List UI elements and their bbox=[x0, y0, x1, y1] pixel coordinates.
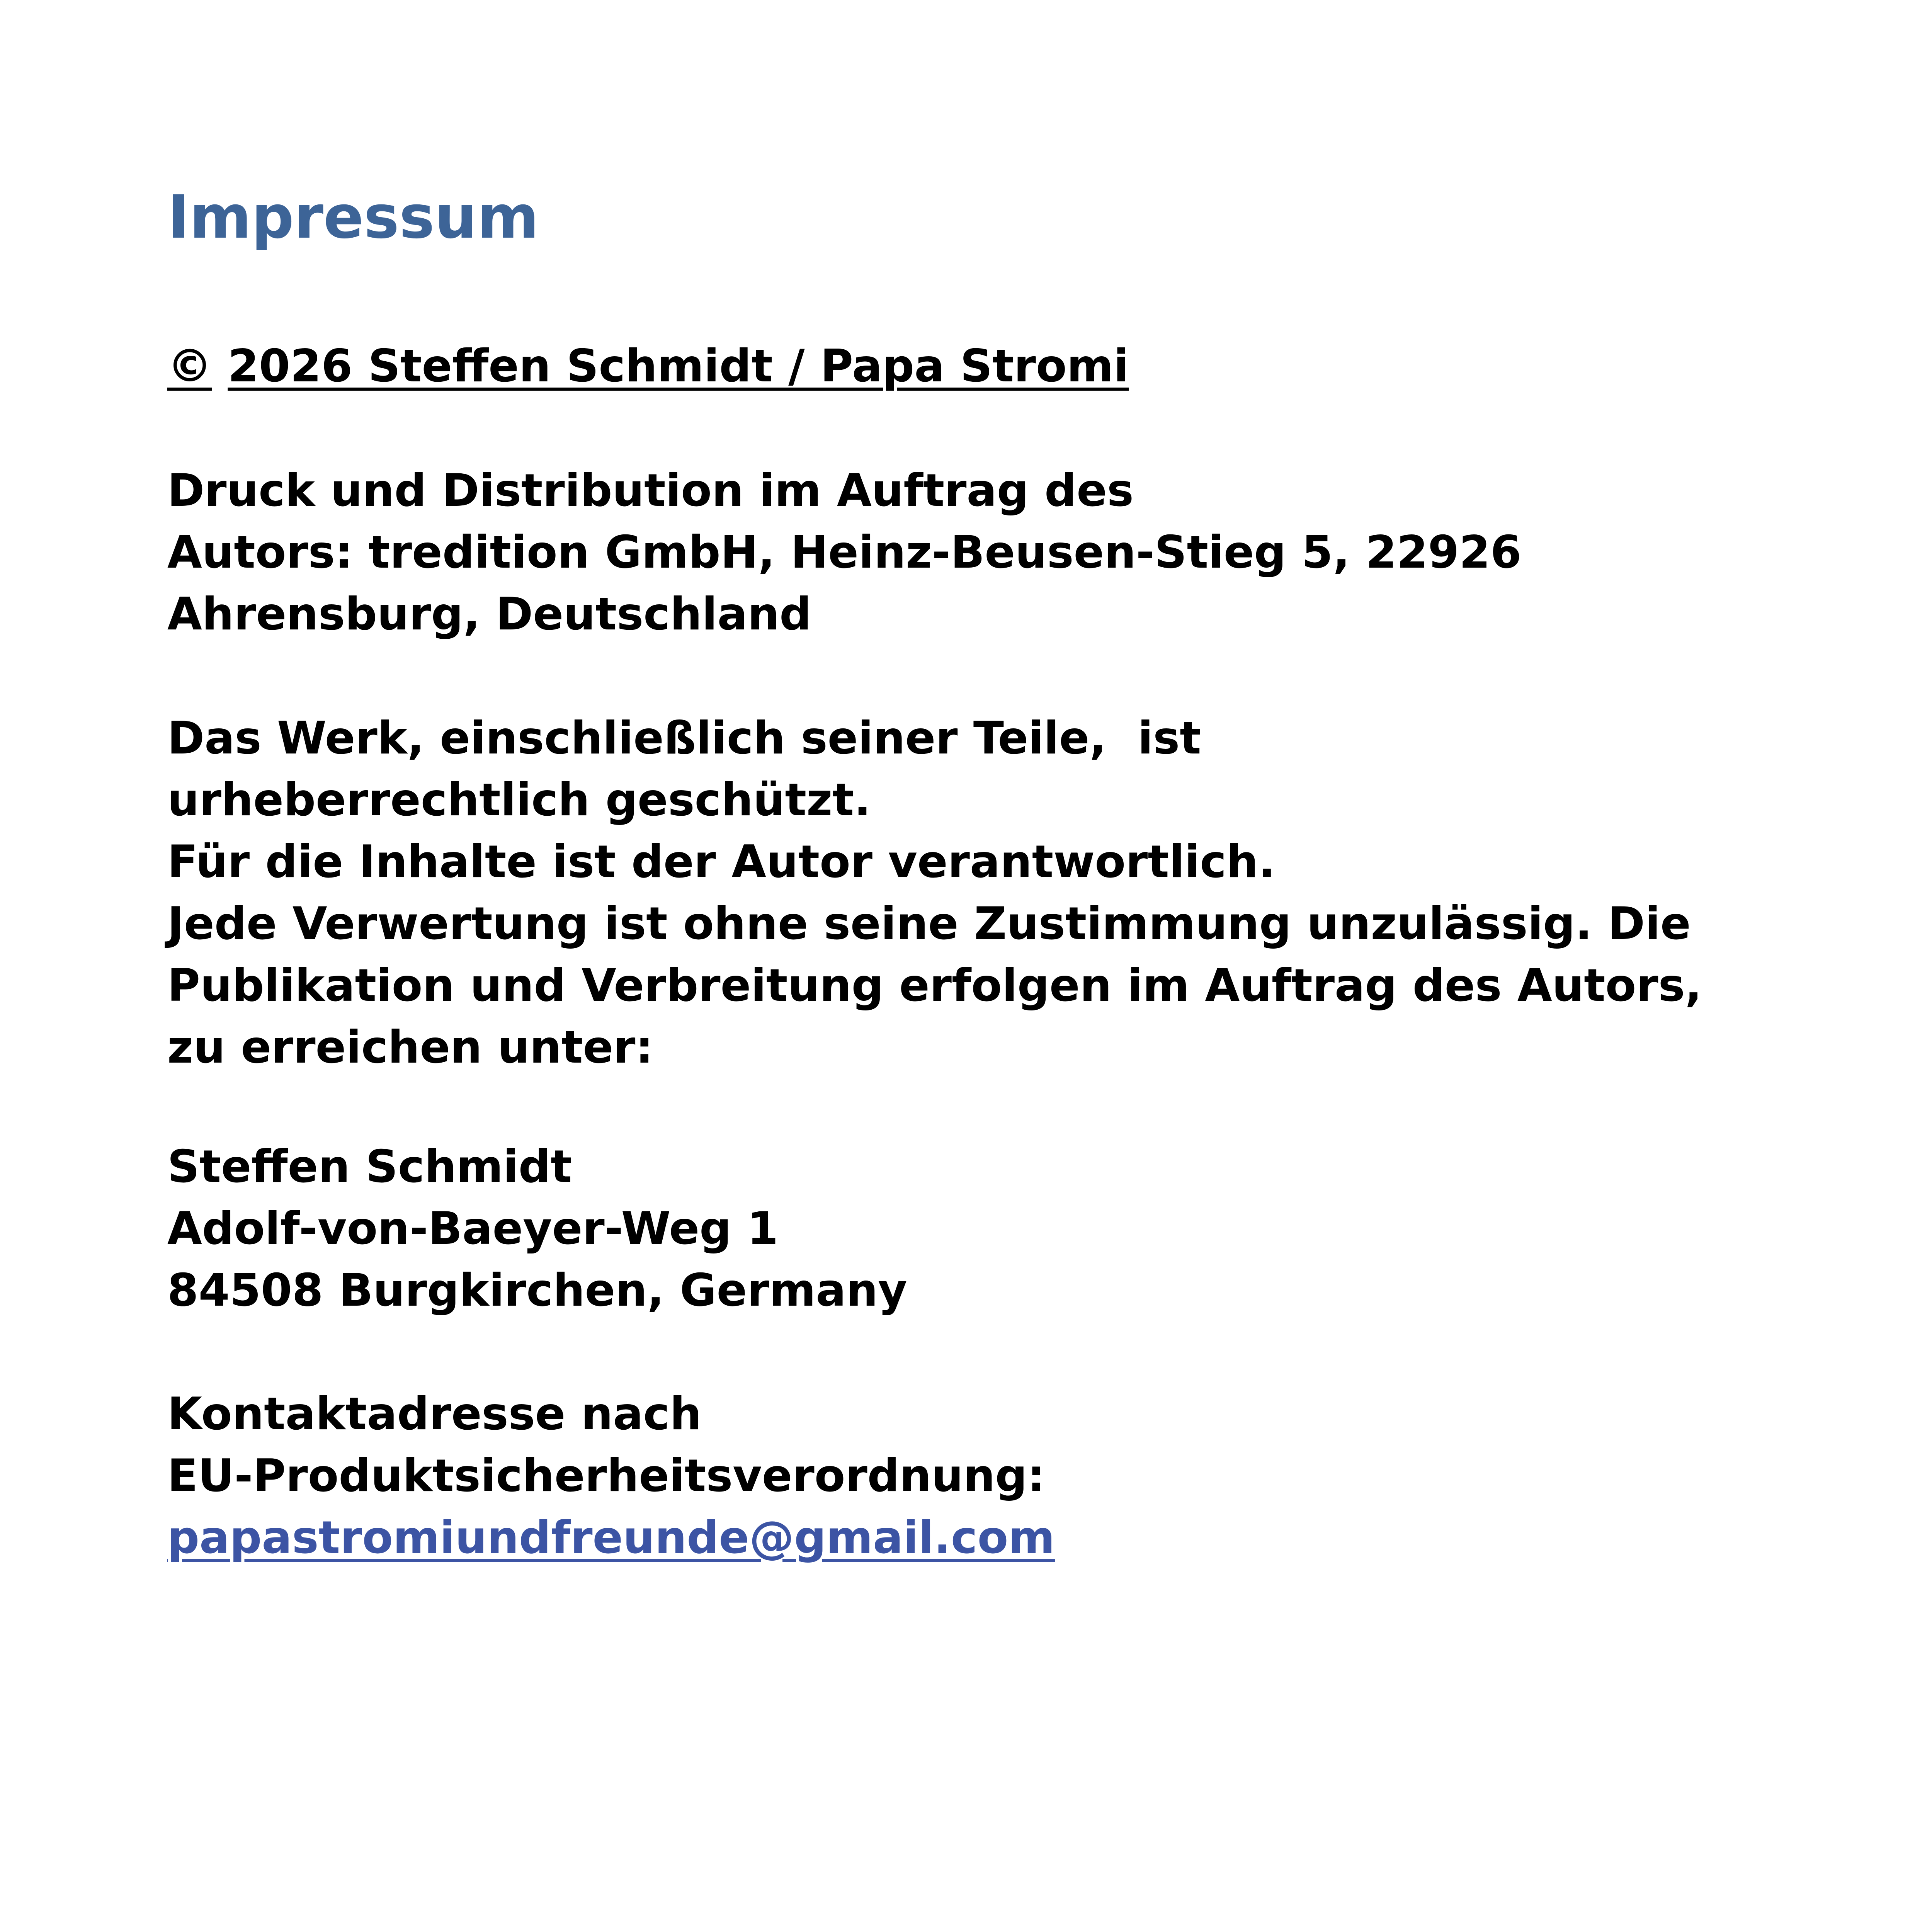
address-line: Steffen Schmidt bbox=[167, 1141, 572, 1193]
rights-line: Das Werk, einschließlich seiner Teile, ist bbox=[167, 712, 1201, 764]
print-line: Autors: tredition GmbH, Heinz-Beusen-Stieg 5, 22926 bbox=[167, 526, 1522, 578]
rights-line: Publikation und Verbreitung erfolgen im Auftrag des Autors, bbox=[167, 959, 1702, 1012]
print-line: Druck und Distribution im Auftrag des bbox=[167, 464, 1134, 517]
rights-line: zu erreichen unter: bbox=[167, 1021, 653, 1073]
contact-block bbox=[167, 1383, 1055, 1569]
address-line: Adolf-von-Baeyer-Weg 1 bbox=[167, 1202, 779, 1255]
contact-email-line bbox=[167, 1507, 1055, 1569]
print-distribution-block bbox=[167, 460, 1522, 645]
rights-line: urheberrechtlich geschützt. bbox=[167, 774, 871, 826]
contact-email-link[interactable]: papastromiundfreunde@gmail.com bbox=[167, 1512, 1055, 1564]
copyright-text: 2026 Steffen Schmidt / Papa Stromi bbox=[228, 340, 1129, 392]
copyright-symbol: © bbox=[167, 340, 212, 392]
author-address-block bbox=[167, 1136, 907, 1321]
contact-line: Kontaktadresse nach bbox=[167, 1388, 702, 1440]
copyright-notice-block bbox=[167, 707, 1702, 1078]
address-line: 84508 Burgkirchen, Germany bbox=[167, 1264, 907, 1316]
print-line: Ahrensburg, Deutschland bbox=[167, 588, 812, 640]
page-title: Impressum bbox=[167, 183, 539, 252]
rights-line: Für die Inhalte ist der Autor verantwortlich. bbox=[167, 836, 1276, 888]
copyright-line bbox=[167, 335, 1129, 397]
rights-line: Jede Verwertung ist ohne seine Zustimmung unzulässig. Die bbox=[167, 898, 1691, 950]
contact-line: EU-Produktsicherheitsverordnung: bbox=[167, 1450, 1045, 1502]
